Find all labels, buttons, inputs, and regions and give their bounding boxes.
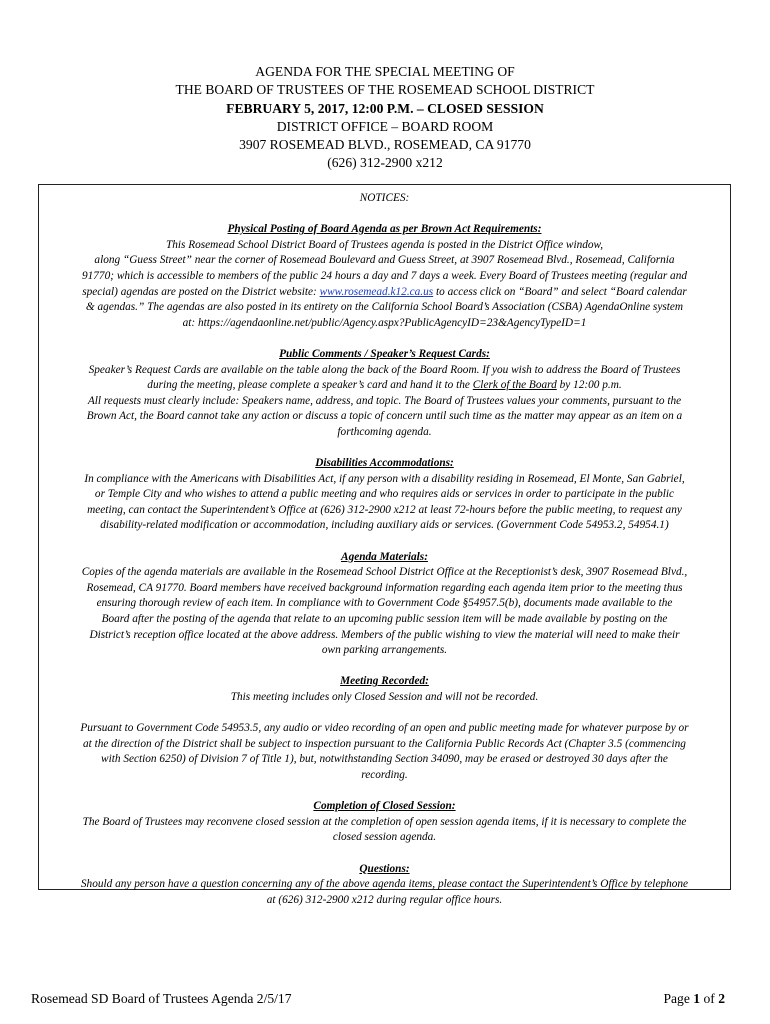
completion-line: The Board of Trustees may reconvene closed session at the completion of open session agenda items, if it is necessary to complete the — [82, 815, 687, 828]
posting-line-with-link: special) agendas are posted on the District website: www.rosemead.k12.ca.us to access click on “Board” and select “Board calendar — [82, 285, 687, 298]
comments-line: Brown Act, the Board cannot take any action or discuss a topic of concern until such time as the matter may appear as an item on a — [86, 410, 683, 423]
header-date-line: FEBRUARY 5, 2017, 12:00 P.M. – CLOSED SESSION — [226, 100, 544, 116]
section-comments — [39, 347, 730, 441]
section-title-disabilities: Disabilities Accommodations: — [315, 457, 454, 470]
agenda-header — [0, 63, 770, 173]
posting-line: This Rosemead School District Board of Trustees agenda is posted in the District Office window, — [165, 238, 604, 251]
section-disabilities — [39, 456, 730, 534]
comments-line: forthcoming agenda. — [337, 425, 432, 438]
disabilities-line: disability-related modification or accommodation, including auxiliary aids or services. (Government Code 54953.2, 54954.1) — [100, 519, 669, 532]
header-phone-line: (626) 312-2900 x212 — [327, 155, 443, 171]
posting-line: along “Guess Street” near the corner of Rosemead Boulevard and Guess Street, at 3907 Rosemead Blvd., Rosemead, California — [94, 254, 675, 267]
header-board-line: THE BOARD OF TRUSTEES OF THE ROSEMEAD SCHOOL DISTRICT — [175, 82, 595, 98]
posting-line: at: https://agendaonline.net/public/Agency.aspx?PublicAgencyID=23&AgencyTypeID=1 — [182, 316, 587, 329]
section-title-comments: Public Comments / Speaker’s Request Cards: — [279, 347, 490, 360]
recorded-line: recording. — [361, 768, 408, 781]
completion-line: closed session agenda. — [332, 831, 437, 844]
footer-page-number: Page 1 of 2 — [663, 991, 725, 1006]
district-website-link[interactable]: www.rosemead.k12.ca.us — [319, 285, 434, 298]
recorded-line: This meeting includes only Closed Session and will not be recorded. — [230, 691, 539, 703]
recorded-line: Pursuant to Government Code 54953.5, any audio or video recording of an open and public meeting made for whatever purpose by or — [80, 722, 689, 735]
section-posting — [39, 222, 730, 331]
comments-line: All requests must clearly include: Speakers name, address, and topic. The Board of Trustees values your comments, pursuant to the — [87, 394, 682, 407]
posting-line: & agendas.” The agendas are also posted in its entirety on the California School Board’s Association (CSBA) AgendaOnline system — [85, 301, 684, 314]
disabilities-line: In compliance with the Americans with Disabilities Act, if any person with a disability residing in Rosemead, El Monte, San Gabriel, — [84, 472, 685, 485]
comments-line: Speaker’s Request Cards are available on the table along the back of the Board Room. If you wish to address the Board of Trustees — [88, 363, 681, 376]
posting-line: 91770; which is accessible to members of the public 24 hours a day and 7 days a week. Every Board of Trustees meeting (regular and — [81, 269, 688, 282]
clerk-of-board-text: Clerk of the Board — [472, 379, 557, 392]
materials-line: District’s reception office located at the above address. Members of the public wishing to view the material will need to make their — [89, 628, 680, 641]
section-completion — [39, 799, 730, 846]
materials-line: own parking arrangements. — [321, 644, 448, 657]
disabilities-line: meeting, can contact the Superintendent’s Office at (626) 312-2900 x212 at least 72-hours before the public meeting, to request any — [87, 503, 682, 516]
section-title-recorded: Meeting Recorded: — [340, 675, 429, 688]
footer-document-title: Rosemead SD Board of Trustees Agenda 2/5/17 — [31, 991, 292, 1006]
section-recorded — [39, 674, 730, 783]
section-questions — [39, 862, 730, 909]
section-materials — [39, 550, 730, 659]
header-title-line: AGENDA FOR THE SPECIAL MEETING OF — [255, 64, 515, 79]
recorded-line: with Section 6250) of Division 7 of Title 1), but, notwithstanding Section 34090, may be erased or destroyed 30 days after the — [101, 753, 668, 766]
questions-line: at (626) 312-2900 x212 during regular office hours. — [266, 893, 503, 906]
section-title-completion: Completion of Closed Session: — [313, 800, 456, 813]
comments-line-with-underline: during the meeting, please complete a speaker’s card and hand it to the Clerk of the Board by 12:00 p.m. — [147, 379, 622, 392]
section-title-posting: Physical Posting of Board Agenda as per Brown Act Requirements: — [227, 223, 542, 236]
notices-box — [38, 184, 731, 906]
notices-content — [39, 191, 730, 908]
questions-line: Should any person have a question concerning any of the above agenda items, please contact the Superintendent’s Office by telephone — [80, 878, 689, 891]
header-address-line: 3907 ROSEMEAD BLVD., ROSEMEAD, CA 91770 — [239, 137, 531, 153]
recorded-line: at the direction of the District shall be subject to inspection pursuant to the California Public Records Act (Chapter 3.5 (commencing — [83, 737, 686, 750]
header-location-line: DISTRICT OFFICE – BOARD ROOM — [276, 118, 494, 134]
section-title-questions: Questions: — [359, 862, 410, 875]
disabilities-line: or Temple City and who wishes to attend a public meeting and who requires aids or services in order to participate in the public — [94, 488, 675, 501]
materials-line: Board after the posting of the agenda that relate to an upcoming public session item will be made available by posting on the — [101, 613, 668, 626]
materials-line: Copies of the agenda materials are available in the Rosemead School District Office at the Receptionist’s desk, 3907 Rosemead Blvd., — [81, 566, 688, 579]
notices-heading: NOTICES: — [359, 192, 410, 204]
materials-line: Rosemead, CA 91770. Board members have received background information regarding each agenda item prior to the meeting thus — [86, 581, 683, 594]
section-title-materials: Agenda Materials: — [341, 550, 428, 563]
materials-line: ensuring thorough review of each item. In compliance with to Government Code §54957.5(b), documents made available to the — [96, 597, 673, 610]
